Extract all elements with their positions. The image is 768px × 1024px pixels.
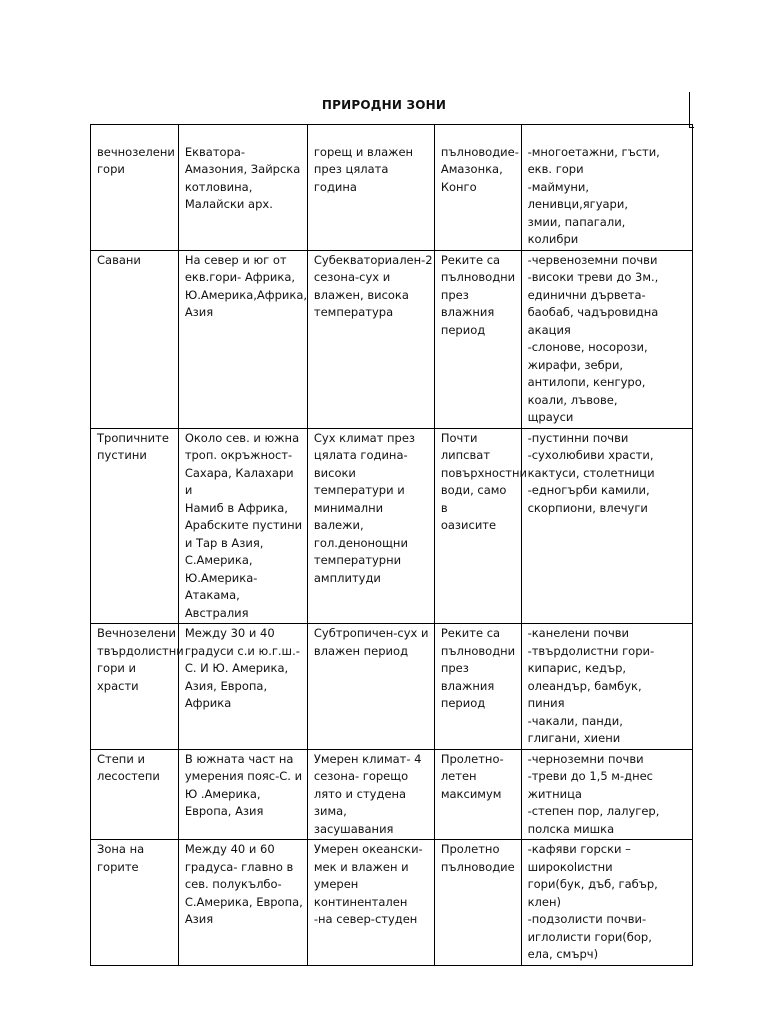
zone-cell: вечнозелени гори (91, 125, 179, 251)
waters-cell: пълноводие- Амазонка, Конго (434, 125, 521, 251)
location-cell: В южната част на умерения пояс-С. и Ю .Америка, Европа, Азия (178, 749, 307, 840)
climate-cell: Умерен климат- 4 сезона- горещо лято и студена зима, засушавания (307, 749, 434, 840)
waters-cell: Почти липсват повърхностни води, само в оазисите (434, 428, 521, 624)
location-cell: Около сев. и южна троп. окръжност- Сахара, Калахари и Намиб в Африка, Арабските пустини и Тар в Азия, С.Америка, Ю.Америка- Атакама, Австралия (178, 428, 307, 624)
page-title: ПРИРОДНИ ЗОНИ (321, 98, 447, 112)
natural-zones-table (90, 124, 693, 966)
table-row (91, 125, 693, 251)
location-cell: На север и юг от екв.гори- Африка, Ю.Америка,Африка, Азия (178, 250, 307, 428)
table-row (91, 624, 693, 750)
zone-cell: Вечнозелени твърдолистни гори и храсти (91, 624, 179, 750)
table-corner-line (689, 92, 695, 128)
location-cell: Екватора- Амазония, Зайрска котловина, Малайски арх. (178, 125, 307, 251)
climate-cell: Субекваториален-2 сезона-сух и влажен, висока температура (307, 250, 434, 428)
soils-flora-fauna-cell: -черноземни почви -треви до 1,5 м-днес житница -степен пор, лалугер, полска мишка (521, 749, 692, 840)
location-cell: Между 40 и 60 градуса- главно в сев. полукълбо- С.Америка, Европа, Азия (178, 840, 307, 966)
climate-cell: Субтропичен-сух и влажен период (307, 624, 434, 750)
soils-flora-fauna-cell: -канелени почви -твърдолистни гори- кипарис, кедър, олеандър, бамбук, пиния -чакали, панди, глигани, хиени (521, 624, 692, 750)
soils-flora-fauna-cell: -пустинни почви -сухолюбиви храсти, кактуси, столетници -едногърби камили, скорпиони, влечуги (521, 428, 692, 624)
waters-cell: Пролетно пълноводие (434, 840, 521, 966)
climate-cell: Умерен океански- мек и влажен и умерен континентален -на север-студен (307, 840, 434, 966)
climate-cell: горещ и влажен през цялата година (307, 125, 434, 251)
soils-flora-fauna-cell: -многоетажни, гъсти, екв. гори -маймуни, ленивци,ягуари, змии, папагали, колибри (521, 125, 692, 251)
zone-cell: Зона на горите (91, 840, 179, 966)
climate-cell: Сух климат през цялата година- високи температури и минимални валежи, гол.денонощни температурни амплитуди (307, 428, 434, 624)
waters-cell: Пролетно- летен максимум (434, 749, 521, 840)
zone-cell: Тропичните пустини (91, 428, 179, 624)
waters-cell: Реките са пълноводни през влажния период (434, 624, 521, 750)
soils-flora-fauna-cell: -кафяви горски – широкolистни гори(бук, дъб, габър, клен) -подзолисти почви- иглолисти гори(бор, ела, смърч) (521, 840, 692, 966)
table-row (91, 250, 693, 428)
zone-cell: Савани (91, 250, 179, 428)
location-cell: Между 30 и 40 градуси с.и ю.г.ш.- С. И Ю. Америка, Азия, Европа, Африка (178, 624, 307, 750)
table-row (91, 749, 693, 840)
zones-table-container (90, 130, 694, 961)
soils-flora-fauna-cell: -червенoземни почви -високи треви до 3м., единични дървета- баобаб, чадъровидна акация -слонове, носорози, жирафи, зебри, антилопи, кенгуро, коали, лъвове, щрауси (521, 250, 692, 428)
waters-cell: Реките са пълноводни през влажния период (434, 250, 521, 428)
table-row (91, 428, 693, 624)
zone-cell: Степи и лесостепи (91, 749, 179, 840)
table-row (91, 840, 693, 966)
